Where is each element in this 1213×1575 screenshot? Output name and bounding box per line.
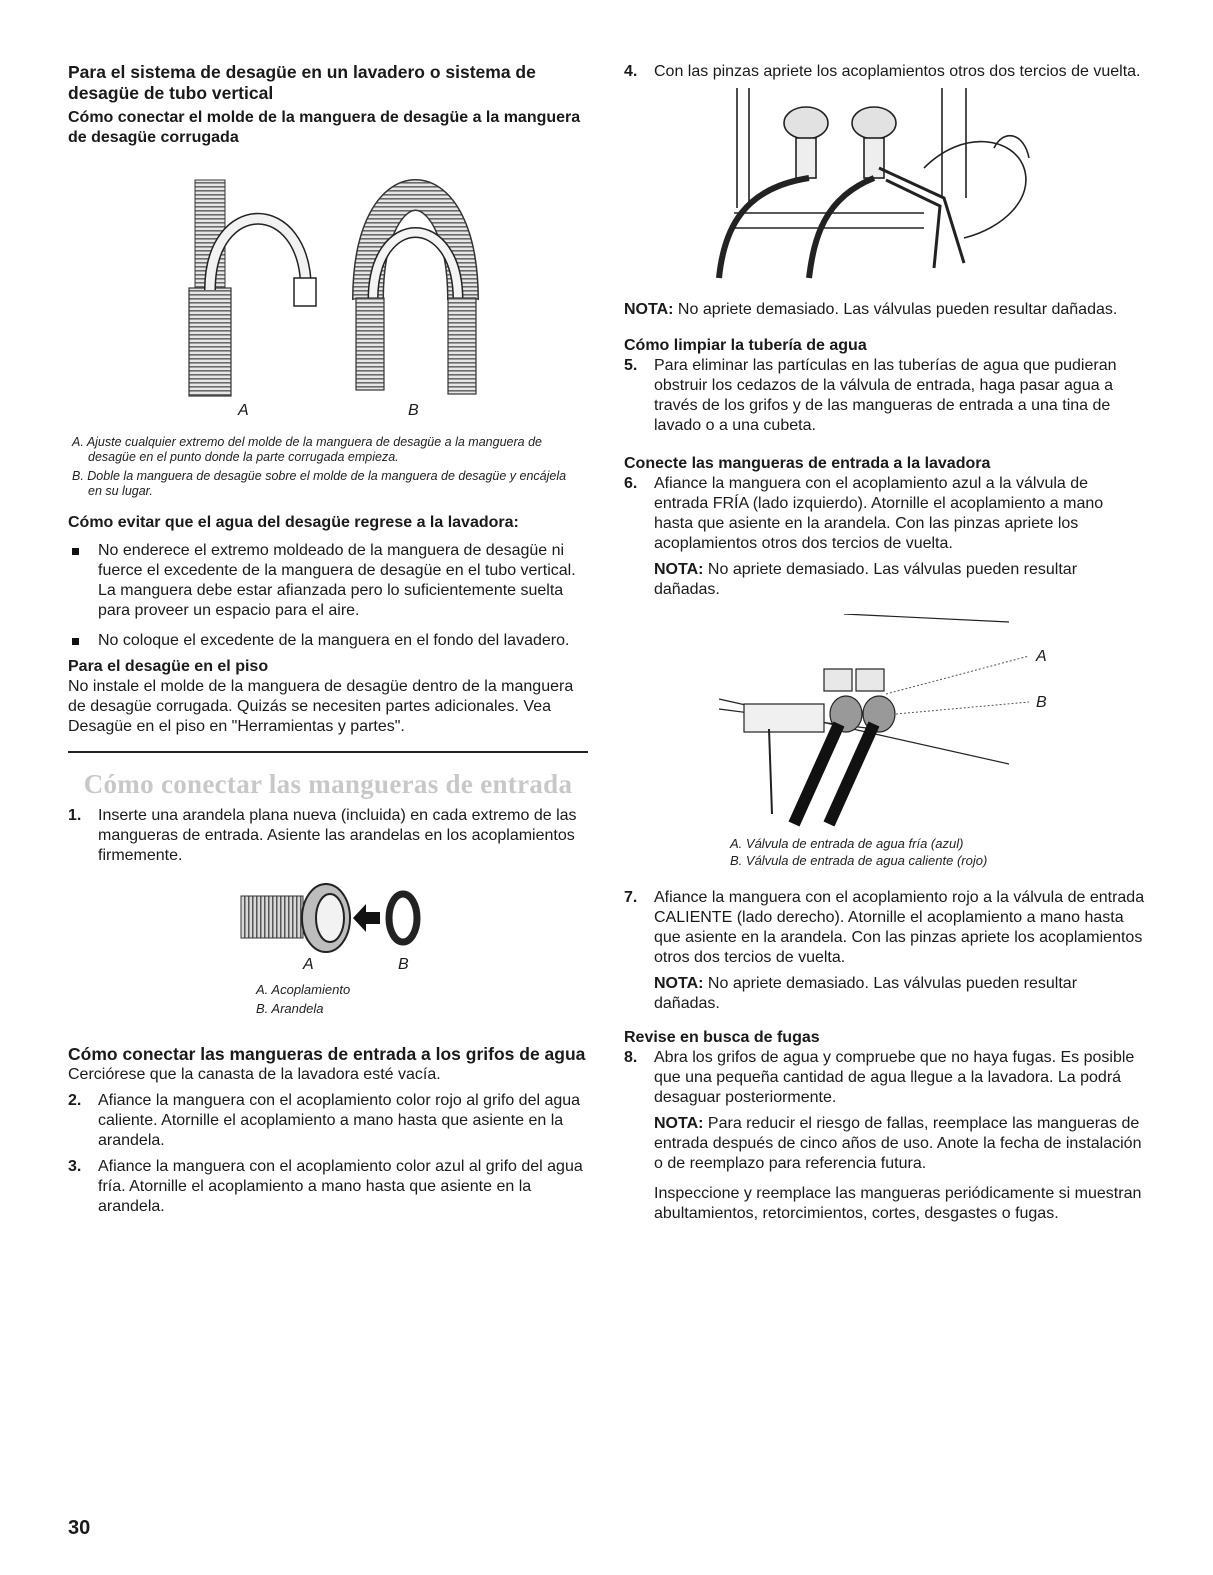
step-1	[68, 806, 588, 866]
figure-label-a: A	[303, 955, 314, 973]
note-text: No apriete demasiado. Las válvulas pueden resultar dañadas.	[654, 561, 1078, 598]
subheading-connect-drain-form: Cómo conectar el molde de la manguera de desagüe a la manguera de desagüe corrugada	[68, 109, 581, 146]
inspect-text: Inspeccione y reemplace las mangueras periódicamente si muestran abultamientos, retorcimientos, cortes, desgastes o fugas.	[654, 1185, 1142, 1222]
step-text: Afiance la manguera con el acoplamiento color rojo al grifo del agua caliente. Atornille el acoplamiento a mano hasta que asiente en la arandela.	[98, 1091, 581, 1149]
left-column	[68, 62, 588, 1217]
drain-hose-illustration	[68, 150, 588, 402]
bullet-text: No coloque el excedente de la manguera en el fondo del lavadero.	[98, 632, 570, 649]
figure-caption	[68, 982, 588, 1016]
note-2	[624, 560, 1146, 600]
step-text: Con las pinzas apriete los acoplamientos otros dos tercios de vuelta.	[654, 63, 1141, 80]
step-number: 6.	[624, 475, 638, 492]
figure-caption	[68, 435, 577, 499]
bullet-icon	[72, 638, 79, 645]
bullet-item	[68, 541, 588, 621]
caption-b: B. Doble la manguera de desagüe sobre el molde de la manguera de desagüe y encájela en su lugar.	[72, 469, 567, 498]
caption-b: B. Arandela	[256, 1000, 324, 1016]
step-7	[624, 888, 1146, 968]
note-4	[624, 1114, 1146, 1174]
figure-label-a: A	[1036, 648, 1047, 665]
figure-inlet-valves	[624, 614, 1146, 836]
note-1	[624, 300, 1146, 320]
caption-a: A. Válvula de entrada de agua fría (azul)	[730, 836, 964, 851]
heading-check-leaks: Revise en busca de fugas	[624, 1029, 820, 1046]
caption-b: B. Válvula de entrada de agua caliente (rojo)	[730, 853, 988, 868]
figure-drain-hose-form	[68, 150, 588, 425]
step-number: 5.	[624, 357, 638, 374]
note-text: No apriete demasiado. Las válvulas pueden resultar dañadas.	[673, 301, 1118, 318]
bullet-item	[68, 631, 588, 651]
step-3	[68, 1157, 588, 1217]
heading-connect-to-washer: Conecte las mangueras de entrada a la lavadora	[624, 455, 991, 472]
page-number: 30	[68, 1517, 91, 1539]
note-text: Para reducir el riesgo de fallas, reemplace las mangueras de entrada después de cinco años de uso. Anote la fecha de instalación o de reemplazo para referencia futura.	[654, 1115, 1142, 1172]
step-number: 4.	[624, 63, 638, 80]
figure-caption	[624, 836, 1146, 868]
step-6	[624, 474, 1146, 554]
step-number: 8.	[624, 1049, 638, 1066]
floor-drain-text: No instale el molde de la manguera de desagüe dentro de la manguera de desagüe corrugada. Quizás se necesiten partes adicionales. Vea Desagüe en el piso en "Herramientas y partes".	[68, 678, 574, 735]
step-8	[624, 1048, 1146, 1108]
figure-pliers-faucets	[624, 88, 1146, 284]
step-text: Inserte una arandela plana nueva (incluida) en cada extremo de las mangueras de entrada. Asiente las arandelas en los acoplamientos firmemente.	[98, 806, 577, 864]
caption-a: A. Ajuste cualquier extremo del molde de la manguera de desagüe a la manguera de desagüe en el punto donde la parte corrugada empieza.	[72, 435, 542, 464]
note-label: NOTA:	[654, 561, 704, 578]
inlet-valves-illustration	[624, 614, 1144, 836]
section-divider	[68, 751, 588, 753]
intro-text: Cerciórese que la canasta de la lavadora esté vacía.	[68, 1065, 441, 1083]
caption-a: A. Acoplamiento	[256, 981, 351, 997]
heading-prevent-backflow: Cómo evitar que el agua del desagüe regrese a la lavadora:	[68, 514, 519, 531]
right-column	[624, 62, 1146, 1224]
step-text: Afiance la manguera con el acoplamiento color azul al grifo del agua fría. Atornille el acoplamiento a mano hasta que asiente en la arandela.	[98, 1157, 583, 1215]
coupling-washer-illustration	[68, 878, 588, 958]
heading-connect-to-faucets: Cómo conectar las mangueras de entrada a los grifos de agua	[68, 1043, 586, 1064]
step-number: 3.	[68, 1157, 82, 1175]
step-text: Afiance la manguera con el acoplamiento rojo a la válvula de entrada CALIENTE (lado derecho). Atornille el acoplamiento a mano hasta que asiente en la arandela. Con las pinzas apriete los acoplamientos otros dos tercios de vuelta.	[654, 889, 1145, 966]
step-text: Afiance la manguera con el acoplamiento azul a la válvula de entrada FRÍA (lado izquierdo). Atornille el acoplamiento a mano hasta que asiente en la arandela. Con las pinzas apriete los acoplamientos otros dos tercios de vuelta.	[654, 475, 1104, 552]
figure-label-b: B	[408, 402, 419, 419]
step-2	[68, 1091, 588, 1151]
figure-label-a: A	[238, 402, 249, 419]
figure-label-b: B	[1036, 694, 1047, 711]
heading-laundry-tub-drain: Para el sistema de desagüe en un lavadero o sistema de desagüe de tubo vertical	[68, 62, 536, 103]
note-3	[624, 974, 1146, 1014]
heading-clean-water-line: Cómo limpiar la tubería de agua	[624, 337, 867, 354]
pliers-illustration	[624, 88, 1144, 284]
figure-coupling-washer	[68, 878, 588, 976]
note-text: No apriete demasiado. Las válvulas pueden resultar dañadas.	[654, 975, 1078, 1012]
note-label: NOTA:	[654, 1115, 704, 1132]
step-text: Abra los grifos de agua y compruebe que no haya fugas. Es posible que una pequeña cantidad de agua llegue a la lavadora. La podrá desaguar posteriormente.	[654, 1049, 1135, 1106]
step-4	[624, 62, 1146, 82]
note-label: NOTA:	[654, 975, 704, 992]
step-number: 1.	[68, 806, 82, 824]
step-text: Para eliminar las partículas en las tuberías de agua que pudieran obstruir los cedazos de la válvula de entrada, haga pasar agua a través de los grifos y de las mangueras de entrada a una tina de lavado o a una cubeta.	[654, 357, 1117, 434]
step-5	[624, 356, 1146, 436]
step-number: 2.	[68, 1091, 82, 1109]
bullet-text: No enderece el extremo moldeado de la manguera de desagüe ni fuerce el excedente de la manguera de desagüe en el tubo vertical. La manguera debe estar afianzada pero lo suficientemente suelta para proveer un espacio para el aire.	[98, 542, 576, 619]
section-title-connect-inlet-hoses: Cómo conectar las mangueras de entrada	[83, 768, 573, 799]
step-number: 7.	[624, 889, 638, 906]
note-label: NOTA:	[624, 301, 674, 318]
bullet-icon	[72, 548, 79, 555]
figure-label-b: B	[398, 955, 409, 973]
heading-floor-drain: Para el desagüe en el piso	[68, 658, 269, 675]
